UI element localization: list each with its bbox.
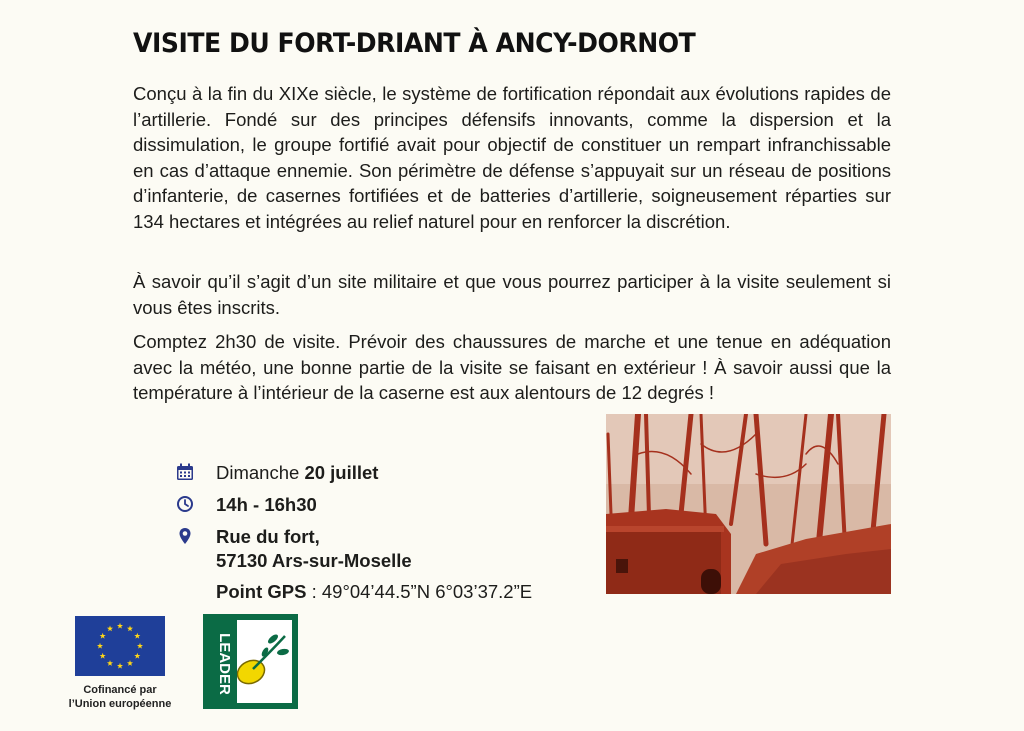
address-line-2: 57130 Ars-sur-Moselle [216, 550, 412, 571]
registration-paragraph: À savoir qu’il s’agit d’un site militaire et que vous pourrez participer à la visite seulement si vous êtes inscrits. [133, 271, 891, 318]
event-date [216, 461, 378, 485]
eu-caption-line-1: Cofinancé par [83, 684, 157, 696]
eu-caption [62, 683, 178, 711]
page-title: VISITE DU FORT-DRIANT À ANCY-DORNOT [133, 28, 696, 59]
eu-flag-logo [75, 616, 165, 676]
date-day: 20 juillet [304, 462, 379, 483]
intro-paragraph: Conçu à la fin du XIXe siècle, le système de fortification répondait aux évolutions rapides de l’artillerie. Fondé sur des principes défensifs innovants, comme la dispersion et la dissimulation, le groupe fortifié avait pour objectif de constituer un rempart infranchissable en cas d’attaque ennemie. Son périmètre de défense s’appuyait sur un réseau de positions d’infanterie, de casernes fortifiées et de batteries d’artillerie, soigneusement réparties sur 134 hectares et intégrées au relief naturel pour en renforcer la discrétion. [133, 83, 891, 232]
location-pin-icon [175, 526, 195, 546]
date-weekday: Dimanche [216, 462, 305, 483]
eu-caption-line-2: l’Union européenne [68, 698, 172, 710]
gps-coordinates [216, 580, 532, 604]
leader-wordmark: LEADER [216, 633, 233, 695]
fort-photo [606, 414, 891, 594]
gps-label: Point GPS [216, 581, 307, 602]
leader-logo [203, 614, 298, 709]
event-time: 14h - 16h30 [216, 494, 317, 515]
clock-icon [175, 494, 195, 514]
practical-info-paragraph: Comptez 2h30 de visite. Prévoir des chaussures de marche et une tenue en adéquation avec la météo, une bonne partie de la visite se faisant en extérieur ! À savoir aussi que la température à l’intérieur de la caserne est aux alentours de 12 degrés ! [133, 331, 891, 403]
gps-value: : 49°04’44.5”N 6°03’37.2”E [306, 581, 533, 602]
address-line-1: Rue du fort, [216, 526, 320, 547]
calendar-icon [175, 462, 195, 482]
